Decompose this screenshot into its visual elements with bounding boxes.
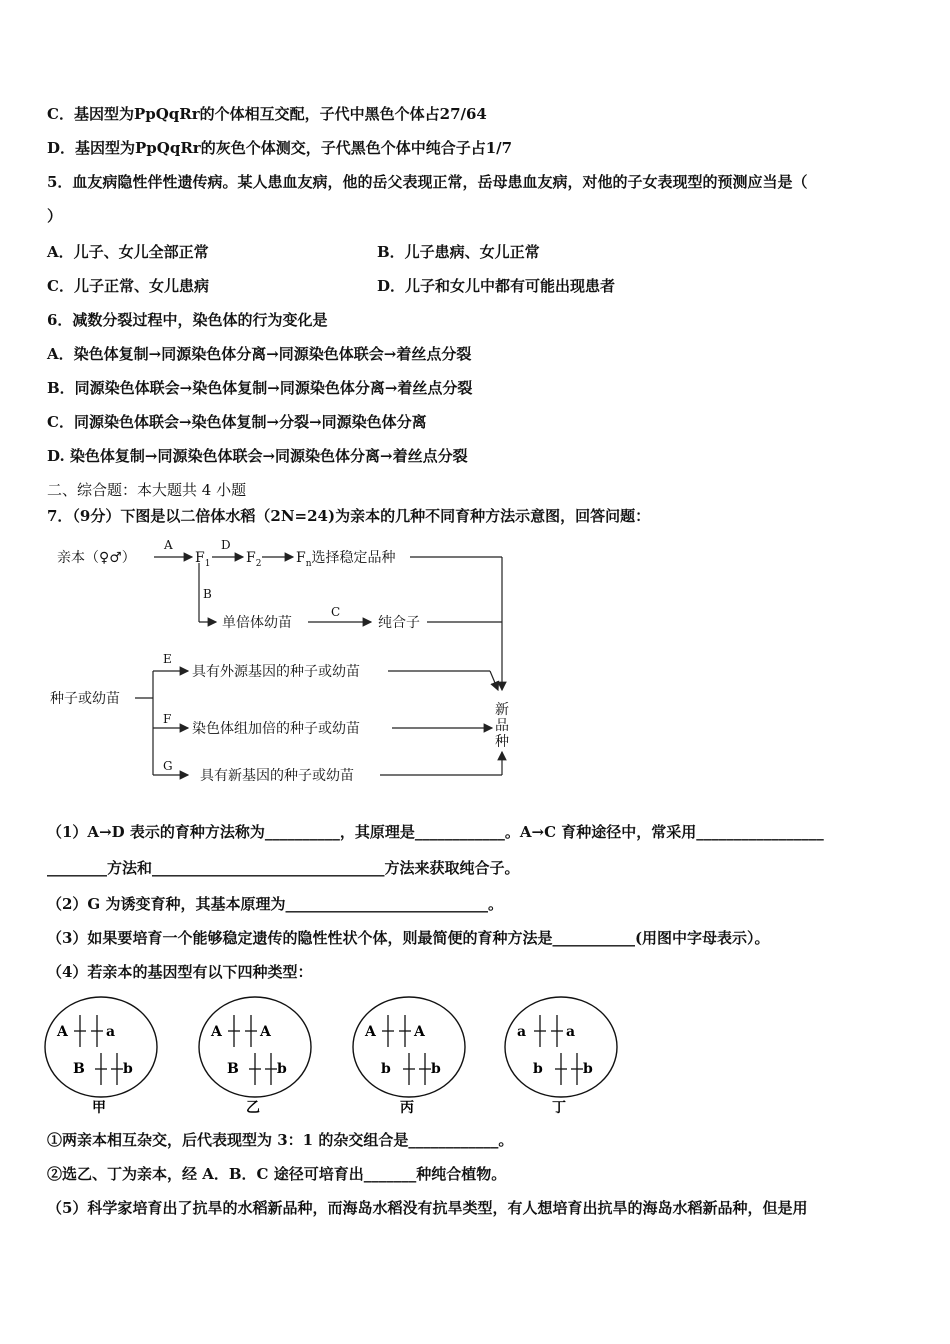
cell-yi-tr: A [260,1024,271,1040]
q7-sub3: （3）如果要培育一个能够稳定遗传的隐性性状个体，则最简便的育种方法是___________(用图中字母表示）。 [47,929,770,947]
cell-bing-tl: A [365,1024,376,1040]
cell-jia [45,997,157,1116]
f-result: 染色体组加倍的种子或幼苗 [192,721,360,737]
q4-option-d: D．基因型为PpQqRr的灰色个体测交，子代黑色个体中纯合子占1/7 [47,139,513,157]
q7-sub2: （2）G 为诱变育种，其基本原理为___________________________。 [47,895,503,913]
cell-ding-br: b [583,1061,593,1077]
seed-label: 种子或幼苗 [50,691,120,707]
cell-bing-tr: A [414,1024,425,1040]
g-result: 具有新基因的种子或幼苗 [200,768,354,784]
cell-yi-tl: A [211,1024,222,1040]
cell-yi-bl: B [227,1061,239,1077]
pure-label: 纯合子 [378,615,420,631]
cell-yi [199,997,311,1116]
cell-ding-tl: a [517,1024,527,1040]
new-variety-3: 种 [495,734,509,750]
q7-sub4-part2: ②选乙、丁为亲本，经 A．B．C 途径可培育出_______种纯合植物。 [47,1165,507,1183]
genotype-cells [40,995,640,1120]
cell-bing-br: b [431,1061,441,1077]
new-variety-1: 新 [495,702,509,718]
e-result: 具有外源基因的种子或幼苗 [192,664,360,680]
cell-jia-bl: B [73,1061,85,1077]
f1-label: $F_1$ [195,550,211,569]
arrow-e-to-new [490,671,498,690]
cell-ding-tr: a [566,1024,576,1040]
cell-jia-name: 甲 [92,1100,106,1116]
q5-option-d: D．儿子和女儿中都有可能出现患者 [377,277,616,295]
cell-jia-tr: a [106,1024,116,1040]
q7-sub5: （5）科学家培育出了抗旱的水稻新品种，而海岛水稻没有抗旱类型，有人想培育出抗旱的海岛水稻新品种，但是用 [47,1199,808,1217]
q7-sub1-line1: （1）A→D 表示的育种方法称为__________，其原理是____________。A→C 育种途径中，常采用_________________ [47,823,824,841]
haploid-label: 单倍体幼苗 [222,615,292,631]
q6-option-c: C．同源染色体联会→染色体复制→分裂→同源染色体分离 [47,413,427,431]
q4-option-c: C．基因型为PpQqRr的个体相互交配，子代中黑色个体占27/64 [47,105,487,123]
label-f: F [163,712,172,726]
q6-option-a: A．染色体复制→同源染色体分离→同源染色体联会→着丝点分裂 [47,345,472,363]
parent-label: 亲本（♀♂） [57,550,136,566]
q5-option-b: B．儿子患病、女儿正常 [377,243,540,261]
q7-sub1-line2: ________方法和_______________________________方法来获取纯合子。 [47,859,520,877]
q7-sub4-part1: ①两亲本相互杂交，后代表现型为 3：1 的杂交组合是____________。 [47,1131,514,1149]
cell-jia-tl: A [57,1024,68,1040]
q6-stem: 6．减数分裂过程中，染色体的行为变化是 [47,311,328,329]
fn-label: $F_n$选择稳定品种 [296,550,396,569]
label-c: C [331,605,341,619]
cell-jia-br: b [123,1061,133,1077]
q6-option-b: B．同源染色体联会→染色体复制→同源染色体分离→着丝点分裂 [47,379,473,397]
label-e: E [163,652,172,666]
cell-bing-bl: b [381,1061,391,1077]
q6-option-d: D. 染色体复制→同源染色体联会→同源染色体分离→着丝点分裂 [47,447,468,465]
cell-ding [505,997,617,1116]
label-d: D [221,538,231,552]
q7-stem: 7．（9分）下图是以二倍体水稻（2N=24)为亲本的几种不同育种方法示意图，回答问题： [47,507,651,525]
q7-sub4: （4）若亲本的基因型有以下四种类型： [47,963,313,981]
new-variety-2: 品 [495,718,509,734]
label-g: G [163,759,173,773]
label-a: A [164,538,173,552]
q5-option-a: A．儿子、女儿全部正常 [47,243,209,261]
q5-stem-end: ） [47,207,63,225]
f2-label: $F_2$ [246,550,262,569]
section-heading: 二、综合题：本大题共 4 小题 [47,481,247,499]
q5-option-c: C．儿子正常、女儿患病 [47,277,209,295]
breeding-flow-diagram [40,530,520,790]
cell-yi-br: b [277,1061,287,1077]
cell-bing-name: 丙 [400,1100,414,1116]
cell-ding-name: 丁 [552,1100,566,1116]
cell-yi-name: 乙 [246,1100,260,1116]
cell-bing [353,997,465,1116]
cell-ding-bl: b [533,1061,543,1077]
label-b: B [203,587,212,601]
q5-stem: 5．血友病隐性伴性遗传病。某人患血友病，他的岳父表现正常，岳母患血友病，对他的子女表现型的预测应当是（ [47,173,808,191]
